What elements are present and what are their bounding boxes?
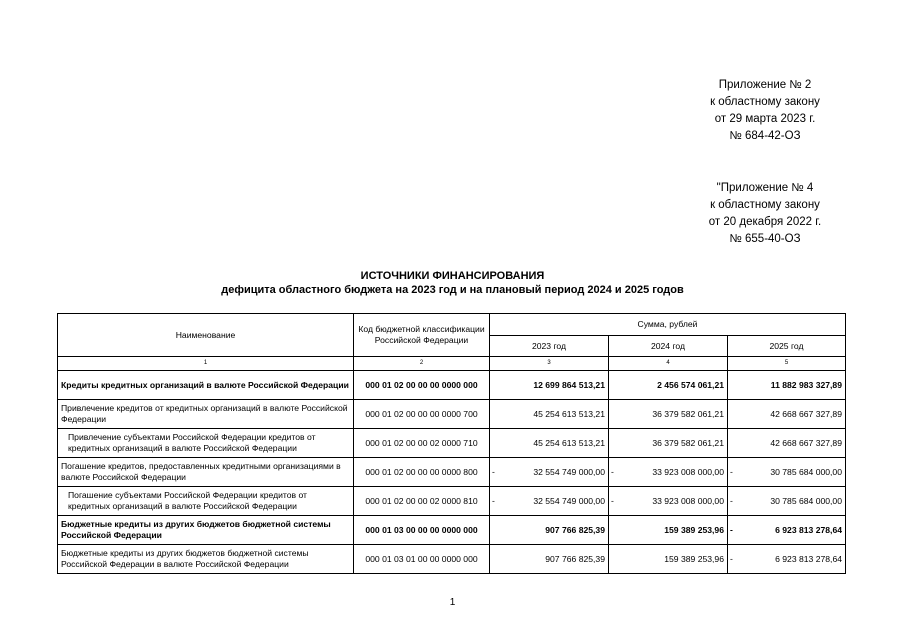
row-value-2025 <box>728 487 846 516</box>
row-value-2023 <box>490 429 609 458</box>
appendix-line: Приложение № 2 <box>718 79 812 91</box>
appendix-line: от 29 марта 2023 г. <box>714 113 816 125</box>
appendix-line: "Приложение № 4 <box>716 182 814 194</box>
value: 11 882 983 327,89 <box>770 379 842 390</box>
document-title: ИСТОЧНИКИ ФИНАНСИРОВАНИЯ <box>360 270 545 282</box>
value: 32 554 749 000,00 <box>533 466 605 477</box>
row-value-2024 <box>609 400 728 429</box>
appendix-line: № 655-40-ОЗ <box>729 233 801 245</box>
appendix-line: № 684-42-ОЗ <box>729 130 801 142</box>
row-value-2024 <box>609 487 728 516</box>
table-row <box>58 429 846 458</box>
minus-sign: - <box>492 495 495 506</box>
col-number: 1 <box>58 357 354 371</box>
document-subtitle: дефицита областного бюджета на 2023 год и на плановый период 2024 и 2025 годов <box>221 284 684 296</box>
value: 42 668 667 327,89 <box>770 437 842 448</box>
row-value-2024 <box>609 545 728 574</box>
row-value-2025 <box>728 429 846 458</box>
row-value-2024 <box>609 516 728 545</box>
value: 30 785 684 000,00 <box>770 466 842 477</box>
minus-sign: - <box>730 553 733 564</box>
row-name: Кредиты кредитных организаций в валюте Российской Федерации <box>58 371 354 400</box>
value: 33 923 008 000,00 <box>652 495 724 506</box>
minus-sign: - <box>611 495 614 506</box>
row-code: 000 01 02 00 00 00 0000 700 <box>354 400 490 429</box>
header-code: Код бюджетной классификации Российской Федерации <box>354 314 490 357</box>
row-value-2023 <box>490 545 609 574</box>
row-name: Бюджетные кредиты из других бюджетов бюджетной системы Российской Федерации в валюте Российской Федерации <box>58 545 354 574</box>
value: 30 785 684 000,00 <box>770 495 842 506</box>
row-value-2025 <box>728 516 846 545</box>
value: 907 766 825,39 <box>545 553 605 564</box>
row-value-2025 <box>728 400 846 429</box>
table-row <box>58 516 846 545</box>
value: 45 254 613 513,21 <box>533 437 605 448</box>
row-code: 000 01 02 00 00 00 0000 000 <box>354 371 490 400</box>
row-value-2025 <box>728 545 846 574</box>
table-row <box>58 371 846 400</box>
col-number: 4 <box>609 357 728 371</box>
row-value-2023 <box>490 487 609 516</box>
row-value-2024 <box>609 371 728 400</box>
table-row <box>58 400 846 429</box>
table-row <box>58 545 846 574</box>
minus-sign: - <box>611 466 614 477</box>
value: 2 456 574 061,21 <box>657 379 724 390</box>
row-value-2023 <box>490 400 609 429</box>
value: 36 379 582 061,21 <box>652 408 724 419</box>
col-number: 3 <box>490 357 609 371</box>
value: 6 923 813 278,64 <box>775 553 842 564</box>
row-value-2023 <box>490 516 609 545</box>
row-value-2025 <box>728 458 846 487</box>
header-2023: 2023 год <box>490 336 609 357</box>
value: 33 923 008 000,00 <box>652 466 724 477</box>
row-code: 000 01 02 00 00 02 0000 810 <box>354 487 490 516</box>
value: 159 389 253,96 <box>664 524 724 535</box>
header-name: Наименование <box>58 314 354 357</box>
value: 42 668 667 327,89 <box>770 408 842 419</box>
row-name: Бюджетные кредиты из других бюджетов бюджетной системы Российской Федерации <box>58 516 354 545</box>
row-name: Привлечение кредитов от кредитных организаций в валюте Российской Федерации <box>58 400 354 429</box>
value: 6 923 813 278,64 <box>775 524 842 535</box>
value: 32 554 749 000,00 <box>533 495 605 506</box>
value: 12 699 864 513,21 <box>533 379 605 390</box>
page-number: 1 <box>449 597 456 608</box>
table-row <box>58 487 846 516</box>
row-name: Привлечение субъектами Российской Федерации кредитов от кредитных организаций в валюте Российской Федерации <box>58 429 354 458</box>
row-code: 000 01 02 00 00 02 0000 710 <box>354 429 490 458</box>
row-value-2025 <box>728 371 846 400</box>
minus-sign: - <box>492 466 495 477</box>
value: 45 254 613 513,21 <box>533 408 605 419</box>
value: 36 379 582 061,21 <box>652 437 724 448</box>
row-name: Погашение субъектами Российской Федерации кредитов от кредитных организаций в валюте Российской Федерации <box>58 487 354 516</box>
appendix-previous-header <box>705 180 825 248</box>
row-code: 000 01 02 00 00 00 0000 800 <box>354 458 490 487</box>
header-2024: 2024 год <box>609 336 728 357</box>
row-value-2024 <box>609 429 728 458</box>
row-code: 000 01 03 00 00 00 0000 000 <box>354 516 490 545</box>
appendix-line: к областному закону <box>710 96 820 108</box>
row-code: 000 01 03 01 00 00 0000 000 <box>354 545 490 574</box>
minus-sign: - <box>730 495 733 506</box>
col-number: 5 <box>728 357 846 371</box>
row-value-2024 <box>609 458 728 487</box>
row-value-2023 <box>490 371 609 400</box>
row-value-2023 <box>490 458 609 487</box>
appendix-current-header <box>705 77 825 145</box>
minus-sign: - <box>730 524 733 535</box>
row-name: Погашение кредитов, предоставленных кредитными организациями в валюте Российской Федерации <box>58 458 354 487</box>
value: 907 766 825,39 <box>545 524 605 535</box>
header-2025: 2025 год <box>728 336 846 357</box>
value: 159 389 253,96 <box>664 553 724 564</box>
appendix-line: к областному закону <box>710 199 820 211</box>
appendix-line: от 20 декабря 2022 г. <box>708 216 822 228</box>
header-sum: Сумма, рублей <box>490 314 846 336</box>
minus-sign: - <box>730 466 733 477</box>
col-number: 2 <box>354 357 490 371</box>
table-row <box>58 458 846 487</box>
financing-sources-table <box>57 313 846 574</box>
